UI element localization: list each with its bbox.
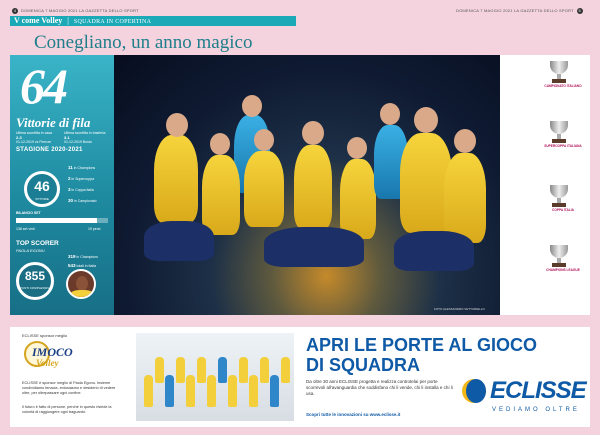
team-player	[207, 375, 216, 407]
advertisement	[10, 327, 590, 427]
team-celebration-photo	[114, 55, 500, 315]
logo-sub-text: Volley	[36, 358, 59, 368]
team-player	[186, 375, 195, 407]
eclisse-claim: VEDIAMO OLTRE	[492, 407, 580, 413]
trophy-caption: CHAMPIONS LEAGUE	[546, 268, 580, 272]
team-player	[260, 357, 269, 383]
player-head	[254, 129, 274, 151]
page-number-right: 5	[578, 8, 581, 13]
player-head	[347, 137, 367, 159]
wins-row-label: in Campionato	[74, 199, 97, 203]
wins-label: VITTORIE	[35, 197, 49, 201]
trophy-base	[552, 263, 566, 267]
trophy-cup	[550, 185, 568, 198]
ad-website-link[interactable]: Scopri tutte le innovazioni su www.eclisse.it	[306, 412, 401, 417]
sets-won: 138 set vinti	[16, 227, 35, 231]
player-head	[166, 113, 188, 137]
ad-title	[306, 335, 537, 375]
last-away-loss	[64, 131, 112, 145]
set-balance-bar	[16, 218, 97, 223]
player-shorts	[264, 227, 364, 267]
points-label: PUNTI COMPLESSIVI	[19, 286, 51, 290]
trophy-icon	[550, 121, 568, 143]
scorer-row-label: in Champions	[76, 255, 98, 259]
scorer-row-value: 319	[68, 254, 76, 259]
trophy-base	[552, 139, 566, 143]
trophy-base	[552, 203, 566, 207]
team-player	[218, 357, 227, 383]
player-shorts	[394, 231, 474, 271]
scorer-row-label: totali in Italia	[76, 264, 96, 268]
last-home-loss-score: 2-3	[16, 134, 22, 140]
scorer-row-value: 543	[68, 263, 76, 268]
cover-spread	[10, 55, 590, 315]
team-player	[249, 375, 258, 407]
player-head	[210, 133, 230, 155]
ad-paragraph: Il futuro è fatto di persone, perché in questo risiede la volontà di raggiungere ogni traguardo.	[22, 405, 112, 414]
section-bar: V come Volley | SQUADRA IN COPERTINA	[10, 16, 296, 26]
sets-lost: 19 persi	[88, 227, 101, 231]
player	[154, 135, 198, 223]
trophy-icon	[550, 61, 568, 83]
team-player	[197, 357, 206, 383]
wins-row-label: in Coppa Italia	[71, 188, 94, 192]
trophy-icon	[550, 185, 568, 207]
logo-main-text: IMOCO	[32, 345, 73, 359]
team-group-photo	[136, 333, 294, 421]
last-away-loss-score: 3-1	[64, 134, 70, 140]
folio-right-text: DOMENICA 7 MAGGIO 2021 LA GAZZETTA DELLO SPORT	[456, 8, 574, 14]
section-sublabel: SQUADRA IN COPERTINA	[73, 19, 152, 25]
set-balance-label: BILANCIO SET	[16, 211, 41, 215]
player-head	[302, 121, 324, 145]
trophy-cup	[550, 245, 568, 258]
scorer-row	[68, 254, 98, 259]
scorer-portrait	[66, 269, 96, 299]
eclisse-icon-overlay	[466, 379, 486, 403]
wins-circle	[24, 171, 60, 207]
player-head	[242, 95, 262, 117]
ad-title-line: APRI LE PORTE AL GIOCO	[306, 335, 538, 355]
headline: Conegliano, un anno magico	[34, 32, 253, 53]
wins-row-label: in Champions	[73, 166, 96, 170]
player	[244, 151, 284, 227]
team-player	[144, 375, 153, 407]
player	[202, 155, 240, 235]
eclisse-brand: ECLISSE	[490, 377, 586, 404]
points-circle	[16, 262, 54, 300]
wins-row	[68, 165, 95, 170]
trophy-caption: CAMPIONATO ITALIANO	[544, 84, 582, 88]
team-player	[165, 375, 174, 407]
player	[444, 153, 486, 243]
wins-value: 46	[34, 178, 50, 194]
big-number-label: Vittorie di fila	[16, 115, 91, 130]
team-player	[155, 357, 164, 383]
team-player	[239, 357, 248, 383]
section-label: V come Volley	[14, 16, 63, 25]
stats-panel	[10, 55, 114, 315]
wins-row-value: 2	[68, 176, 71, 181]
wins-row-value: 11	[68, 165, 73, 170]
ad-paragraph: ECLISSE è sponsor meglio di Paola Egonu. Insieme condividiamo tenacia, entusiasmo e desiderio di vedere oltre, per oltrepassare ogni confine.	[22, 381, 116, 395]
team-player	[176, 357, 185, 383]
trophy-icon	[550, 245, 568, 267]
ad-body-text: Da oltre 30 anni ECLISSE progetta e realizza controtelai per porte scorrevoli all'avanguardia che soddisfano chi li vende, chi li installa e chi li usa.	[306, 379, 453, 396]
portrait-shirt	[70, 290, 94, 299]
wins-row	[68, 198, 97, 203]
folio-left-text: DOMENICA 7 MAGGIO 2021 LA GAZZETTA DELLO SPORT	[21, 8, 139, 14]
wins-row	[68, 176, 94, 181]
trophy-cup	[550, 121, 568, 134]
wins-row-label: in Supercoppa	[71, 177, 95, 181]
scorer-row	[68, 263, 96, 268]
ad-title-line: DI SQUADRA	[306, 355, 421, 375]
trophy-base	[552, 79, 566, 83]
trophies-panel	[500, 55, 590, 315]
last-home-loss-date: 01-12-2019 vs Firenze	[16, 140, 52, 144]
wins-row	[68, 187, 94, 192]
portrait-face	[76, 276, 88, 291]
big-number: 64	[20, 58, 66, 114]
player-shorts	[144, 221, 214, 261]
page-number-left: 4	[13, 8, 17, 13]
top-scorer-label: TOP SCORER	[16, 240, 59, 247]
trophy-cup	[550, 61, 568, 74]
last-home-loss	[16, 131, 60, 145]
last-home-loss-label: Ultima sconfitta in casa	[16, 131, 52, 135]
player	[340, 159, 376, 239]
folio-right	[456, 8, 583, 14]
photo-credit: FOTO ALESSANDRO VETTURIELLO	[434, 307, 485, 311]
team-player	[228, 375, 237, 407]
last-away-loss-date: 01-12-2019 Busto	[64, 140, 92, 144]
wins-row-value: 30	[68, 198, 74, 203]
player-head	[454, 129, 476, 153]
player	[294, 145, 332, 229]
season-label: STAGIONE 2020-2021	[16, 147, 83, 153]
folio-left	[12, 8, 139, 14]
trophy-caption: SUPERCOPPA ITALIANA	[544, 144, 582, 148]
trophy-caption: COPPA ITALIA	[552, 208, 574, 212]
imoco-volley-logo	[24, 341, 94, 371]
player-head	[380, 103, 400, 125]
points-value: 855	[24, 269, 46, 283]
last-away-loss-label: Ultima sconfitta in trasferta	[64, 131, 106, 135]
team-player	[281, 357, 290, 383]
team-player	[270, 375, 279, 407]
player-head	[414, 107, 438, 133]
top-scorer-name: PAOLA EGONU	[16, 248, 45, 253]
wins-row-value: 3	[68, 187, 71, 192]
sponsor-heading: ECLISSE sponsor meglio	[22, 333, 68, 338]
